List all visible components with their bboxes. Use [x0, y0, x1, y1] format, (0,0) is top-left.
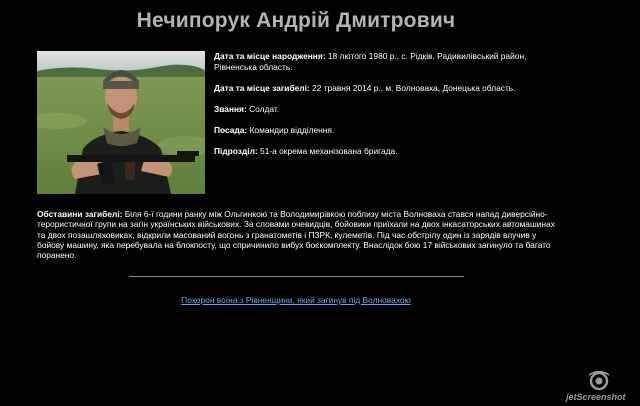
divider-line: [129, 276, 464, 277]
rank-field: [214, 104, 559, 115]
birth-field: [214, 51, 559, 72]
page-title: Нечипорук Андрій Дмитрович: [136, 9, 456, 32]
death-label: Дата та місце загибелі:: [214, 82, 310, 93]
watermark: [562, 371, 638, 405]
position-label: Посада:: [214, 124, 248, 135]
birth-label: Дата та місце народження:: [214, 51, 326, 61]
soldier-photo: [37, 51, 205, 194]
circumstances-paragraph: [37, 209, 557, 260]
unit-field: [214, 146, 559, 157]
position-value: Командир відділення.: [247, 124, 335, 135]
death-value: 22 травня 2014 р., м. Волноваха, Донецька область.: [309, 82, 516, 93]
soldier-details: [214, 51, 559, 167]
funeral-link-row: [0, 295, 592, 305]
position-field: [214, 125, 559, 136]
rank-label: Звання:: [214, 103, 247, 114]
unit-value: 51-а окрема механізована бригада.: [257, 145, 398, 156]
rank-value: Солдат.: [246, 103, 280, 114]
circumstances-text: Біля 6-ї години ранку між Ольгинкою та Володимирівкою поблизу міста Волноваха стався напад диверсійно-терористичної групи на загін українських військових. За словами очевидців, бойовики приїхали на двох інкасаторських автомашинах та двох позашляховиках, відкрили масований вогонь з гранатометів і ПЗРК, кулеметів. Під час обстрілу один із зарядів влучив у бойову машину, яка перебувала на блокпосту, що спричинило вибух боєкомплекту. Внаслідок бою 17 військових загинуло та багато поранено.: [37, 209, 555, 261]
funeral-link[interactable]: Похорон воїна з Рівненщини, який загинув під Волновахою: [181, 295, 411, 305]
birth-value: 18 лютого 1980 р., с. Рідків, Радивилівський район, Рівненська область.: [214, 51, 527, 72]
unit-label: Підрозділ:: [214, 145, 258, 156]
circumstances-label: Обставини загибелі:: [37, 209, 123, 219]
watermark-text: jetScreenshot: [566, 392, 626, 402]
death-field: [214, 83, 559, 94]
camera-lens-icon: [586, 371, 612, 391]
